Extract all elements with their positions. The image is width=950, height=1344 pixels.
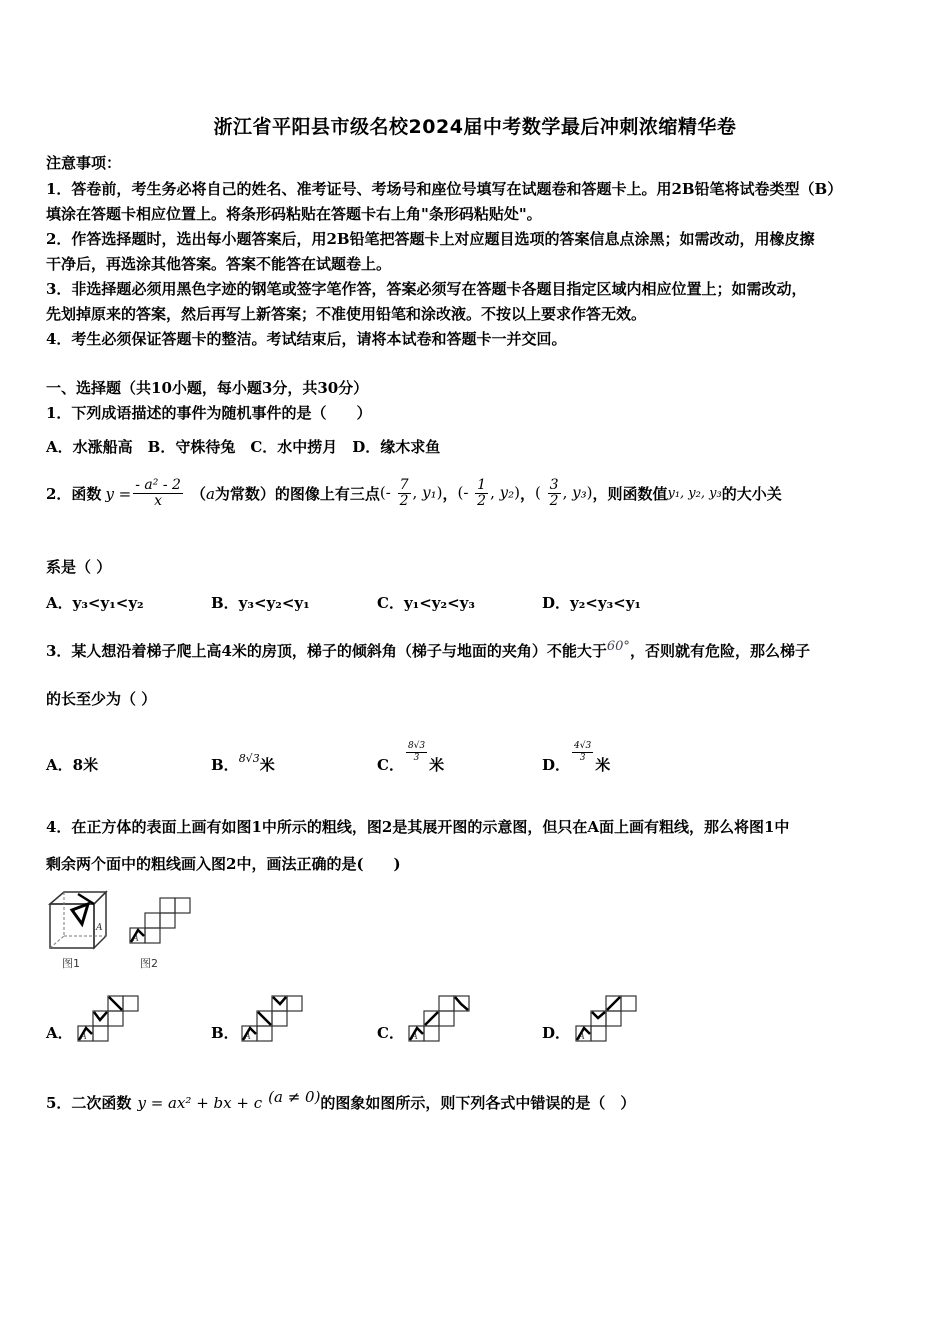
- question-1-stem: 1．下列成语描述的事件为随机事件的是（ ）: [46, 404, 372, 422]
- q5-condition: (a ≠ 0): [268, 1087, 321, 1106]
- q2-p2-y: y₂: [499, 483, 515, 502]
- q3-option-d: [542, 740, 611, 778]
- notice-heading: 注意事项：: [46, 154, 122, 172]
- q2-option-b: B．y₃<y₂<y₁: [211, 594, 310, 612]
- q2-mid-text: 为常数）的图像上有三点: [214, 485, 380, 503]
- q4-option-a-figure: [76, 996, 138, 1044]
- page-title: 浙江省平阳县市级名校2024届中考数学最后冲刺浓缩精华卷: [213, 116, 737, 138]
- notice-line-1: 1．答卷前，考生务必将自己的姓名、准考证号、考场号和座位号填写在试题卷和答题卡上。用2B铅笔将试卷类型（B）: [46, 180, 843, 198]
- figure-2-face-label: A: [133, 934, 139, 943]
- q3-option-c-unit: 米: [429, 756, 445, 774]
- q5-prefix: 5．二次函数: [46, 1094, 132, 1112]
- question-2-line2: 系是（ ）: [46, 558, 112, 576]
- q2-values: y₁, y₂, y₃: [667, 486, 722, 501]
- question-5-stem: [46, 1087, 636, 1113]
- q2-mid3: ，则函数值: [592, 485, 668, 503]
- q2-denominator: x: [154, 493, 163, 509]
- q3-option-b-label: B．: [211, 756, 239, 774]
- q2-paren: （: [190, 485, 206, 503]
- q4-option-a: A．: [46, 1024, 73, 1042]
- q4-option-b-face: A: [245, 1032, 251, 1041]
- q2-option-d: D．y₂<y₃<y₁: [542, 594, 642, 612]
- q2-p1-y: y₁: [422, 483, 437, 502]
- q3-option-b-value: 8√3: [238, 752, 260, 765]
- q2-function-fraction: [133, 478, 183, 509]
- q2-option-c: C．y₁<y₂<y₃: [377, 594, 475, 612]
- q3-stem-part1: 3．某人想沿着梯子爬上高4米的房顶，梯子的倾斜角（梯子与地面的夹角）不能大于: [46, 642, 607, 660]
- q2-p3-y: y₃: [572, 483, 587, 502]
- question-3-stem: [46, 640, 810, 661]
- q2-p2-den: 2: [477, 493, 487, 509]
- figure-2-label: 图2: [140, 957, 158, 970]
- q2-option-a: A．y₃<y₁<y₂: [46, 594, 144, 612]
- q3-stem-part2: ，否则就有危险，那么梯子: [629, 642, 810, 660]
- notice-line-2: 填涂在答题卡相应位置上。将条形码粘贴在答题卡右上角"条形码粘贴处"。: [46, 205, 542, 223]
- q2-p3-den: 2: [549, 493, 559, 509]
- q3-option-d-num: 4√3: [574, 740, 592, 751]
- q3-option-c-num: 8√3: [407, 740, 426, 751]
- notice-line-3: 2．作答选择题时，选出每小题答案后，用2B铅笔把答题卡上对应题目选项的答案信息点涂黑；如需改动，用橡皮擦: [46, 230, 815, 248]
- figure-2-net: [128, 898, 190, 946]
- q5-formula: y = ax² + bx + c: [137, 1093, 263, 1112]
- figure-1-label: 图1: [62, 957, 80, 970]
- q4-option-b: B．: [211, 1024, 239, 1042]
- q3-option-d-unit: 米: [595, 756, 611, 774]
- q4-option-c-face: A: [412, 1032, 418, 1041]
- q2-a-var: a: [205, 484, 215, 503]
- notice-line-5: 3．非选择题必须用黑色字迹的钢笔或签字笔作答，答案必须写在答题卡各题目指定区域内相应位置上；如需改动，: [46, 280, 807, 298]
- q3-option-d-den: 3: [579, 752, 586, 763]
- q4-option-c-figure: [407, 996, 469, 1044]
- q3-option-b: [211, 754, 275, 775]
- q5-suffix: 的图象如图所示，则下列各式中错误的是（ ）: [320, 1094, 636, 1112]
- notice-line-6: 先划掉原来的答案，然后再写上新答案；不准使用铅笔和涂改液。不按以上要求作答无效。: [46, 305, 647, 323]
- figure-1-face-label: A: [96, 923, 103, 933]
- q4-option-d: D．: [542, 1024, 571, 1042]
- notice-line-7: 4．考生必须保证答题卡的整洁。考试结束后，请将本试卷和答题卡一并交回。: [46, 330, 567, 348]
- q3-option-d-label: D．: [542, 756, 571, 774]
- figure-1-cube: [48, 890, 110, 952]
- q2-suffix: 的大小关: [721, 485, 782, 503]
- question-3-line2: 的长至少为（ ）: [46, 690, 157, 708]
- q4-option-a-face: A: [81, 1032, 87, 1041]
- q2-point-2: (- $\frac{1}{2}$ , y₂): [457, 477, 520, 509]
- question-2-stem: 2．函数 y = $\frac{\text{- a² - 2}}{x}$ （ a 为常数）的图像上有三点 (- $\frac{7}{2}$ , y₁) ， (- $\frac{1}{2}$ , y₂) ， ( $\frac{3}{2}$ , y₃) ，则函数值 y₁, y₂, y₃ 的大小关: [46, 477, 782, 509]
- q4-option-d-face: A: [579, 1032, 585, 1041]
- q3-option-a: A．8米: [46, 756, 99, 774]
- notice-line-4: 干净后，再选涂其他答案。答案不能答在试题卷上。: [46, 255, 392, 273]
- q3-angle: 60°: [606, 639, 630, 654]
- q2-p3-num: 3: [549, 477, 559, 493]
- q3-option-c-label: C．: [377, 756, 404, 774]
- question-1-options: A．水涨船高 B．守株待兔 C．水中捞月 D．缘木求鱼: [46, 438, 441, 456]
- question-4-line2: 剩余两个面中的粗线画入图2中，画法正确的是( ): [46, 855, 401, 873]
- q4-option-c: C．: [377, 1024, 404, 1042]
- q4-option-d-figure: [574, 996, 636, 1044]
- q3-option-c: [377, 740, 445, 778]
- q2-p1-den: 2: [399, 493, 409, 509]
- section-heading: 一、选择题（共10小题，每小题3分，共30分）: [46, 379, 369, 397]
- q2-p2-num: 1: [477, 477, 487, 493]
- q4-option-b-figure: [240, 996, 302, 1044]
- q2-p1-num: 7: [399, 477, 409, 493]
- question-4-stem: 4．在正方体的表面上画有如图1中所示的粗线，图2是其展开图的示意图，但只在A面上画有粗线，那么将图1中: [46, 818, 790, 836]
- q2-y-eq: y =: [105, 484, 132, 503]
- q2-point-3: ( $\frac{3}{2}$ , y₃): [535, 477, 593, 509]
- q3-option-c-den: 3: [413, 752, 420, 763]
- q2-prefix: 2．函数: [46, 485, 102, 503]
- q2-point-1: (- $\frac{7}{2}$ , y₁): [379, 477, 443, 509]
- q2-numerator: - a² - 2: [135, 477, 181, 493]
- q3-option-b-unit: 米: [259, 756, 275, 774]
